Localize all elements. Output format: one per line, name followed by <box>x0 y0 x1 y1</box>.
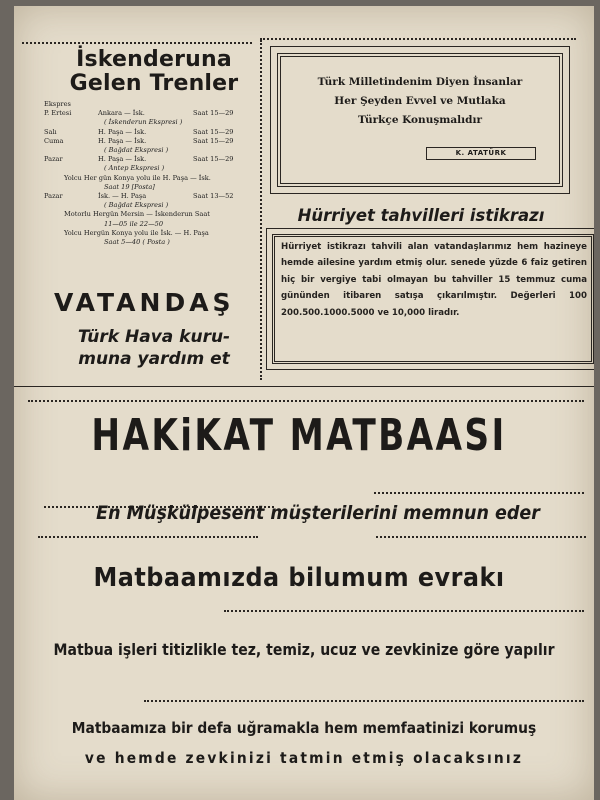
thk-line1: Türk Hava kuru- <box>77 327 231 347</box>
newspaper-page <box>14 6 594 800</box>
quote-signature: K. ATATÜRK <box>426 147 536 160</box>
ad-tagline: En Müşkülpesent müşterilerini memnun eder <box>96 502 540 524</box>
schedule-row: Pazar H. Paşa — İsk. Saat 15—29 <box>44 155 234 164</box>
schedule-row: 11—05 ile 22—50 <box>104 219 164 228</box>
schedule-row: P. Ertesi Ankara — İsk. Saat 15—29 <box>44 109 234 118</box>
hurriyet-box <box>266 228 594 370</box>
rule-right-1 <box>374 492 584 494</box>
ad-title: HAKiKAT MATBAASI <box>91 410 507 461</box>
rule-right-2 <box>376 536 586 538</box>
schedule-header: Ekspres <box>44 100 71 108</box>
top-rule-left <box>22 42 252 44</box>
quote-line2: Her Şeyden Evvel ve Mutlaka <box>334 95 506 107</box>
quote-line3: Türkçe Konuşmalıdır <box>357 114 482 126</box>
train-schedule <box>44 100 262 247</box>
ad-subline: Matbua işleri titizlikle tez, temiz, ucuz ve zevkinize göre yapılır <box>53 641 555 659</box>
ad-closing-line2: ve hemde zevkinizi tatmin etmiş olacaksınız <box>84 749 524 767</box>
trains-title <box>54 48 254 96</box>
schedule-row: Yolcu Her gün Konya yolu ile H. Paşa — İsk. <box>64 173 211 182</box>
schedule-row: Salı H. Paşa — İsk. Saat 15—29 <box>44 127 234 136</box>
vatandas-heading: VATANDAŞ <box>54 288 235 317</box>
ad-top-rule <box>28 400 584 402</box>
ataturk-quote-box <box>270 46 570 194</box>
schedule-row: Yolcu Hergün Konya yolu ile İsk. — H. Paşa <box>64 228 209 237</box>
thk-line2: muna yardım et <box>78 349 230 369</box>
schedule-row: Motorlu Hergün Mersin — İskenderun Saat <box>64 210 210 219</box>
ad-closing-line1: Matbaamıza bir defa uğramakla hem memfaatinizi korumuş <box>71 719 537 737</box>
rule-right-4 <box>144 700 584 702</box>
thk-appeal <box>44 326 264 370</box>
schedule-row: ( Bağdat Ekspresi ) <box>104 146 169 155</box>
quote-line1: Türk Milletindenim Diyen İnsanlar <box>317 76 523 88</box>
section-divider <box>14 386 594 387</box>
hurriyet-body: Hürriyet istikrazı tahvili alan vatandaşlarımız hem hazineye hemde ailesine yardım etmiş olur. senede yüzde 6 faiz getiren hiç bir vergiye tabi olmayan bu tahviller 15 temmuz cuma gününden itibaren satışa çıkarılmıştır. Değerleri 100 200.500.1000.5000 ve 10,000 liradır. <box>281 242 587 318</box>
schedule-row: Pazar İsk. — H. Paşa Saat 13—52 <box>44 192 234 201</box>
ad-headline: Matbaamızda bilumum evrakı <box>93 563 505 593</box>
schedule-row: Saat 5—40 ( Posta ) <box>104 238 170 247</box>
rule-right-3 <box>224 610 584 612</box>
rule-left-2 <box>38 536 258 538</box>
quote-text <box>281 73 559 130</box>
trains-title-line2: Gelen Trenler <box>69 71 239 96</box>
schedule-row: ( Bağdat Ekspresi ) <box>104 201 169 210</box>
schedule-row: ( İskenderun Ekspresi ) <box>104 118 183 127</box>
schedule-row: ( Antep Ekspresi ) <box>104 164 165 173</box>
hurriyet-title: Hürriyet tahvilleri istikrazı <box>297 206 545 225</box>
trains-title-line1: İskenderuna <box>76 47 232 72</box>
top-rule-right <box>260 38 576 40</box>
schedule-row: Cuma H. Paşa — İsk. Saat 15—29 <box>44 136 234 145</box>
schedule-row: Saat 19 [Posta] <box>104 182 155 191</box>
